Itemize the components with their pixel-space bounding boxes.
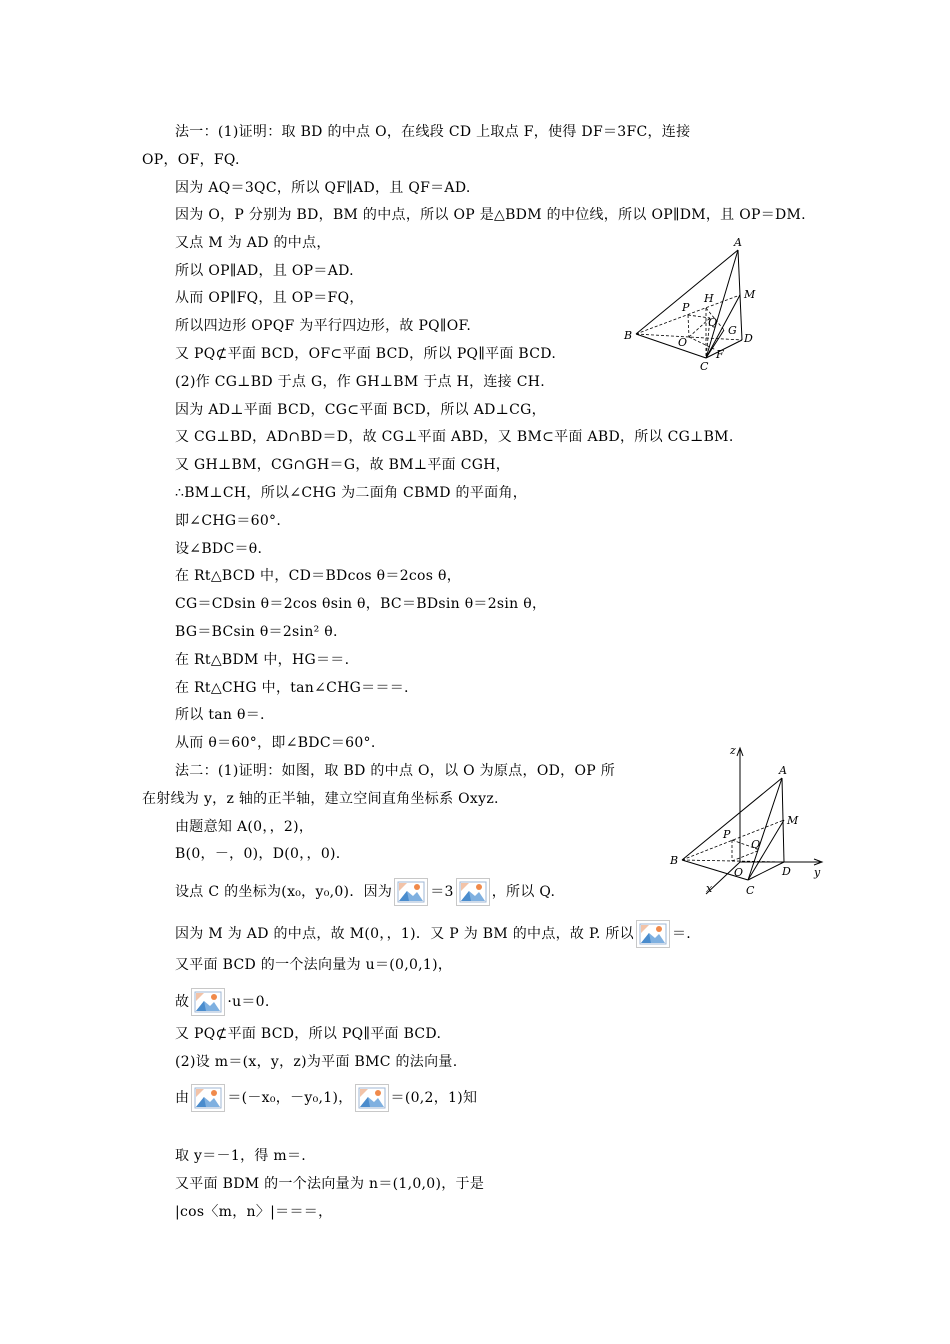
text-line-15: 即∠CHG＝60°. [175, 513, 282, 529]
point-label-F: F [716, 348, 724, 361]
point-label-A: A [779, 764, 787, 777]
point-label-D: D [744, 332, 753, 345]
text-line-32: 又 PQ⊄平面 BCD，所以 PQ∥平面 BCD. [175, 1026, 442, 1042]
text-line-10: (2)作 CG⊥BD 于点 G，作 GH⊥BM 于点 H，连接 CH. [175, 374, 546, 390]
text-line-25: 在射线为 y，z 轴的正半轴，建立空间直角坐标系 Oxyz. [142, 791, 499, 807]
point-label-O: O [678, 336, 688, 349]
text-line-17: 在 Rt△BCD 中，CD＝BDcos θ＝2cos θ， [175, 568, 462, 584]
text-line-2: OP，OF，FQ. [142, 152, 240, 168]
text-line-27: B(0，－，0)，D(0，，0). [175, 846, 341, 862]
point-label-P: P [682, 301, 690, 314]
coordinate-figure-2 [668, 742, 828, 900]
text-segment: ＝3 [430, 884, 454, 900]
point-label-B: B [624, 329, 633, 342]
text-line-6: 所以 OP∥AD，且 OP＝AD. [175, 263, 354, 279]
axis-label-x: x [706, 882, 713, 895]
text-line-29 [175, 920, 691, 948]
broken-image-icon [191, 1084, 225, 1112]
point-label-A: A [734, 236, 742, 249]
broken-image-icon [394, 878, 428, 906]
text-line-24: 法二：(1)证明：如图，取 BD 的中点 O，以 O 为原点，OD，OP 所 [175, 763, 615, 779]
point-label-P: P [723, 828, 731, 841]
text-line-19: BG＝BCsin θ＝2sin² θ. [175, 624, 338, 640]
point-label-C: C [746, 884, 755, 897]
broken-image-icon [355, 1084, 389, 1112]
text-line-21: 在 Rt△CHG 中，tan∠CHG＝＝＝. [175, 680, 409, 696]
text-segment: 因为 M 为 AD 的中点，故 M(0，，1)．又 P 为 BM 的中点，故 P. 所以 [175, 926, 634, 942]
text-line-14: ∴BM⊥CH，所以∠CHG 为二面角 CBMD 的平面角， [175, 485, 528, 501]
text-segment: 故 [175, 994, 190, 1010]
text-line-20: 在 Rt△BDM 中，HG＝＝. [175, 652, 350, 668]
axis-label-y: y [814, 866, 821, 879]
text-segment: 设点 C 的坐标为(x₀，y₀,0)．因为 [175, 884, 393, 900]
text-line-35: 取 y＝－1，得 m＝. [175, 1148, 307, 1164]
point-label-M: M [744, 288, 756, 301]
text-line-18: CG＝CDsin θ＝2cos θsin θ，BC＝BDsin θ＝2sin θ， [175, 596, 547, 612]
text-line-36: 又平面 BDM 的一个法向量为 n＝(1,0,0)，于是 [175, 1176, 485, 1192]
broken-image-icon [636, 920, 670, 948]
text-segment: ，所以 Q. [491, 884, 556, 900]
text-line-1: 法一：(1)证明：取 BD 的中点 O，在线段 CD 上取点 F，使得 DF＝3FC，连接 [175, 124, 691, 140]
text-segment: ·u＝0. [227, 994, 270, 1010]
text-line-5: 又点 M 为 AD 的中点， [175, 235, 331, 251]
text-line-31 [175, 988, 270, 1016]
text-line-26: 由题意知 A(0，，2)， [175, 819, 314, 835]
text-line-3: 因为 AQ＝3QC，所以 QF∥AD，且 QF＝AD. [175, 180, 471, 196]
point-label-D: D [782, 865, 791, 878]
text-line-11: 因为 AD⊥平面 BCD，CG⊂平面 BCD，所以 AD⊥CG， [175, 402, 546, 418]
text-segment: ＝. [671, 926, 692, 942]
text-segment: ＝(0,2，1)知 [390, 1090, 478, 1106]
text-line-23: 从而 θ＝60°，即∠BDC＝60°. [175, 735, 376, 751]
point-label-O: O [734, 866, 744, 879]
point-label-Q: Q [708, 316, 718, 329]
broken-image-icon [456, 878, 490, 906]
broken-image-icon [191, 988, 225, 1016]
text-line-8: 所以四边形 OPQF 为平行四边形，故 PQ∥OF. [175, 318, 472, 334]
tetrahedron-figure-1 [620, 232, 770, 372]
text-line-30: 又平面 BCD 的一个法向量为 u＝(0,0,1)， [175, 957, 453, 973]
point-label-Q: Q [751, 838, 761, 851]
text-line-34 [175, 1084, 477, 1112]
text-line-22: 所以 tan θ＝. [175, 707, 265, 723]
text-line-28 [175, 878, 555, 906]
text-segment: 由 [175, 1090, 190, 1106]
point-label-C: C [700, 360, 709, 372]
text-line-4: 因为 O，P 分别为 BD，BM 的中点，所以 OP 是△BDM 的中位线，所以 OP∥DM，且 OP＝DM. [175, 207, 806, 223]
point-label-B: B [670, 854, 679, 867]
text-segment: ＝(－x₀，－y₀,1)， [227, 1090, 353, 1106]
text-line-9: 又 PQ⊄平面 BCD，OF⊂平面 BCD，所以 PQ∥平面 BCD. [175, 346, 557, 362]
text-line-13: 又 GH⊥BM，CG∩GH＝G，故 BM⊥平面 CGH， [175, 457, 511, 473]
text-line-37: |cos〈m，n〉|＝＝＝， [175, 1204, 333, 1220]
text-line-12: 又 CG⊥BD，AD∩BD＝D，故 CG⊥平面 ABD，又 BM⊂平面 ABD，所以 CG⊥BM. [175, 429, 734, 445]
axis-label-z: z [730, 744, 736, 757]
text-line-7: 从而 OP∥FQ，且 OP＝FQ， [175, 290, 364, 306]
point-label-M: M [787, 814, 799, 827]
point-label-G: G [728, 324, 737, 337]
point-label-H: H [704, 292, 714, 305]
text-line-16: 设∠BDC＝θ. [175, 541, 263, 557]
text-line-33: (2)设 m＝(x，y，z)为平面 BMC 的法向量. [175, 1054, 458, 1070]
